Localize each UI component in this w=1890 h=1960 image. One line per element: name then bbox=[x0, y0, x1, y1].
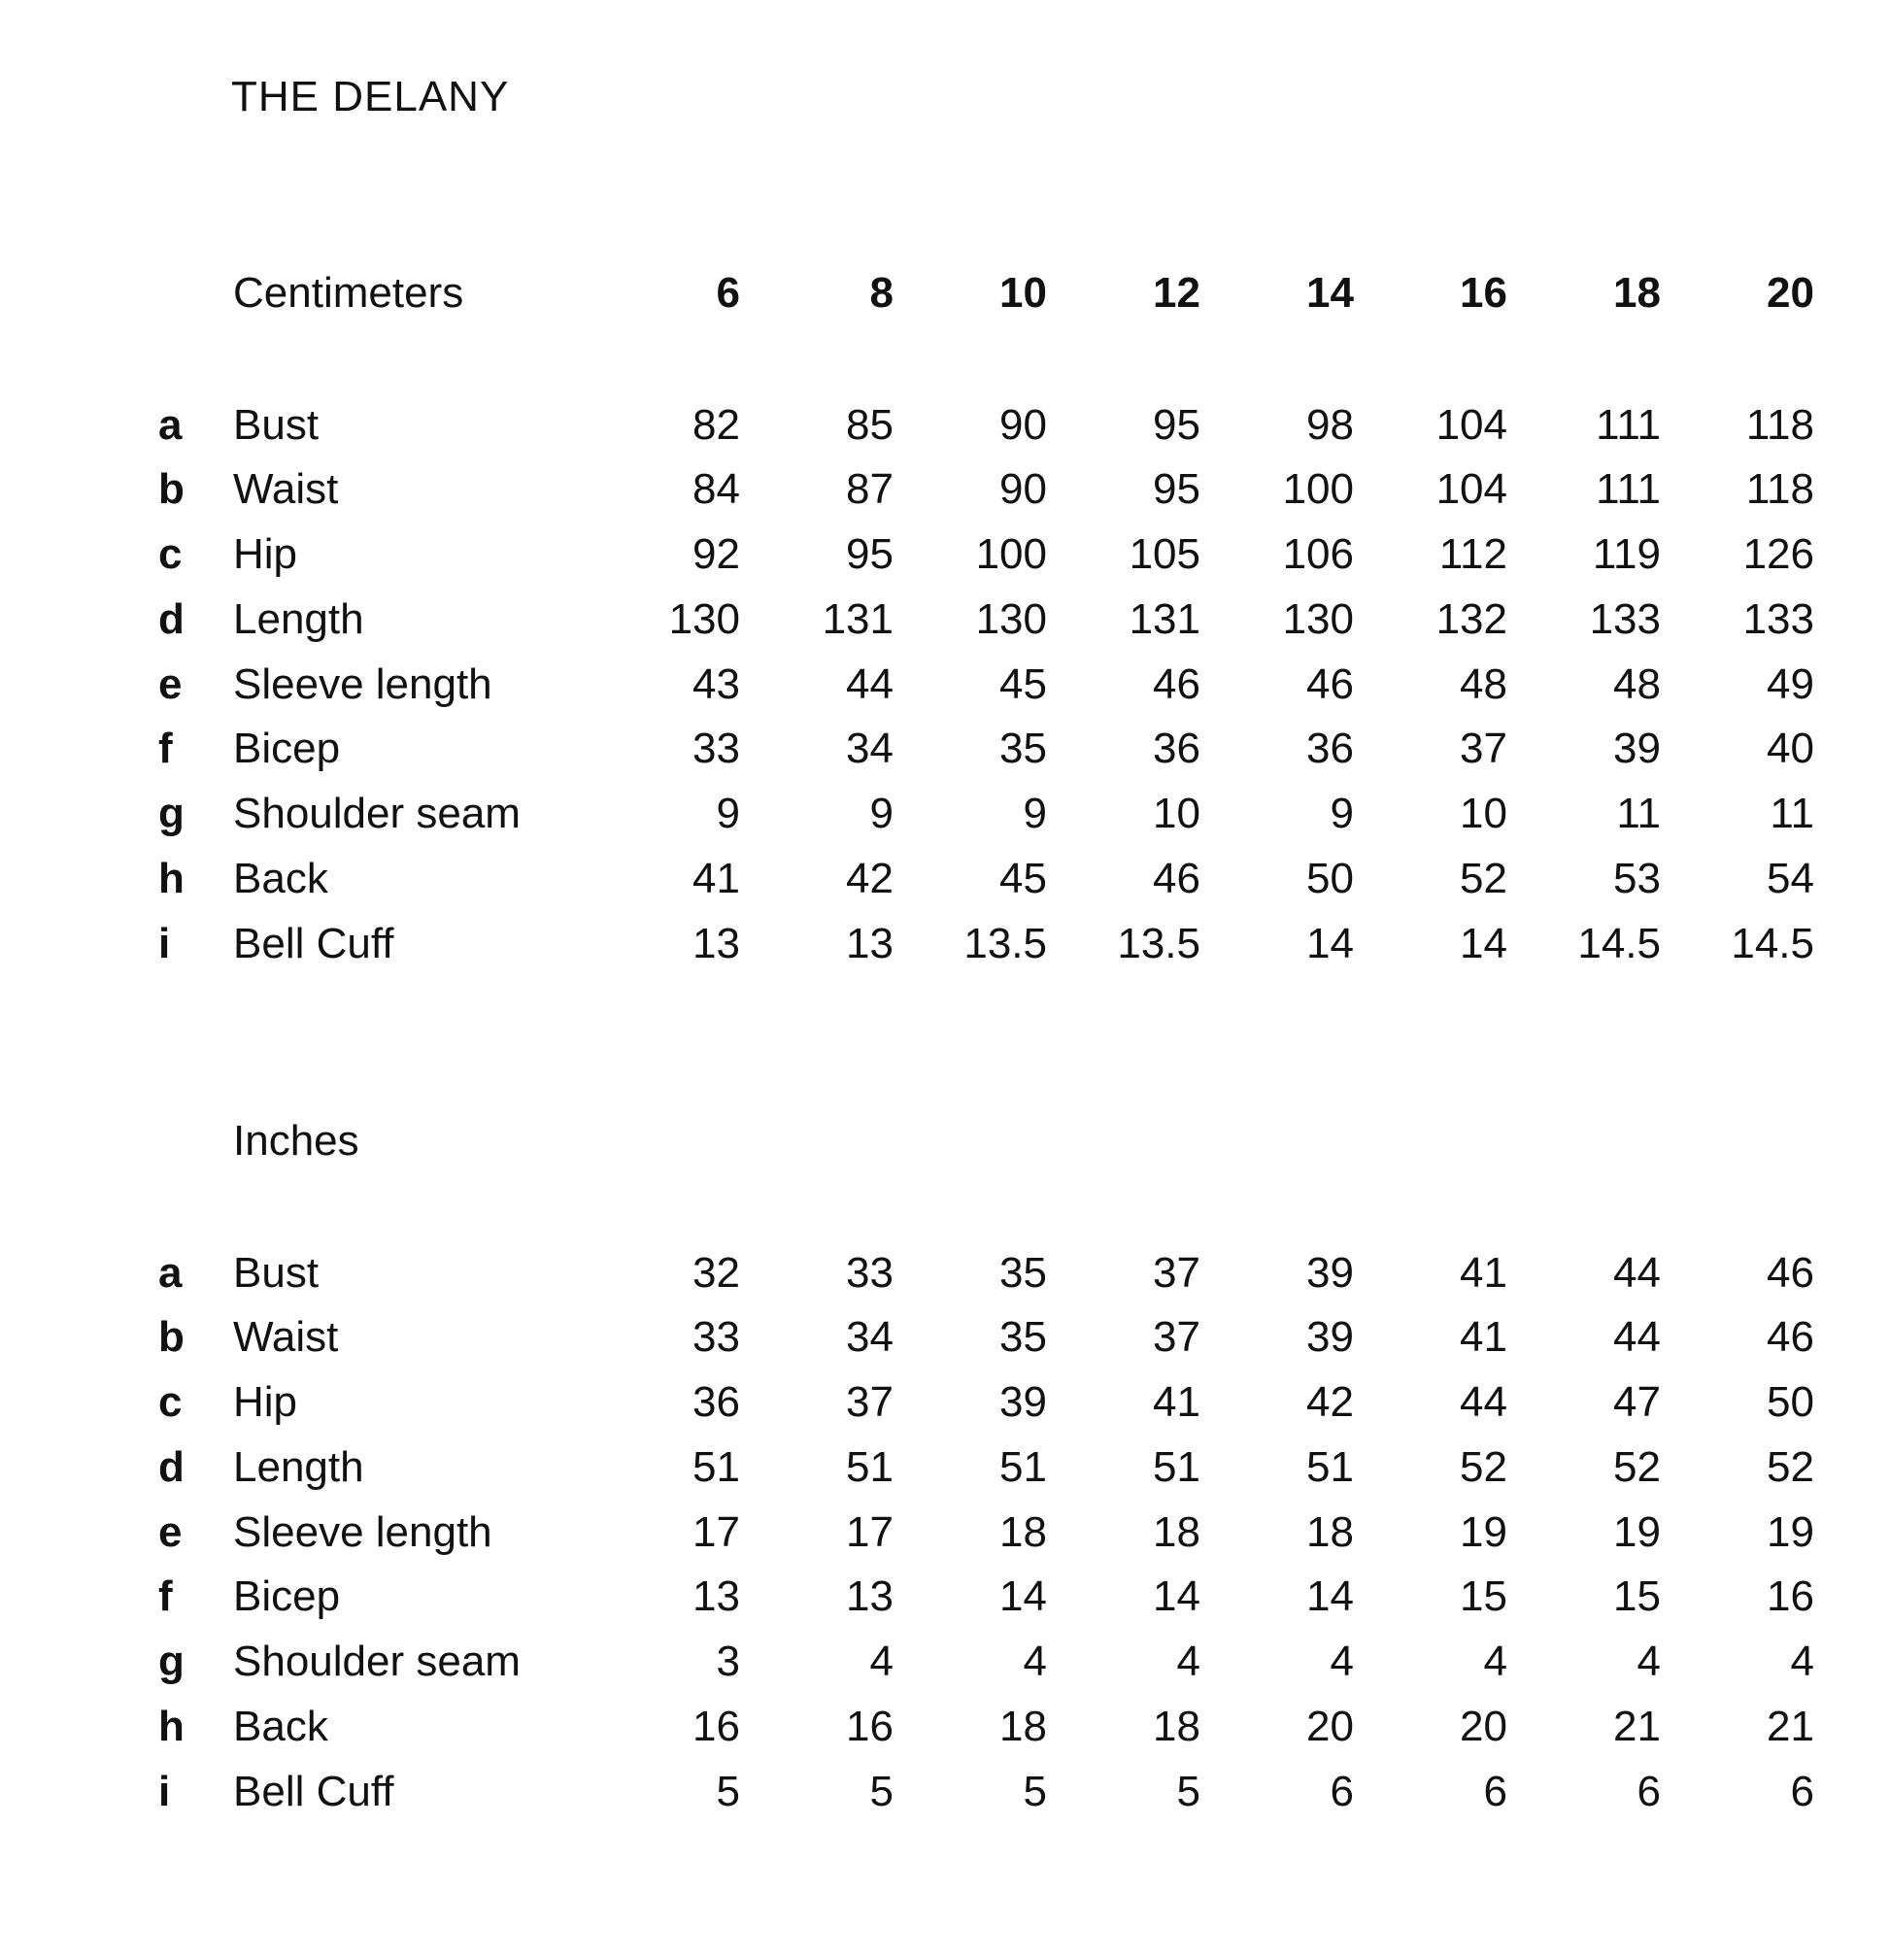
cell-value: 45 bbox=[999, 854, 1047, 902]
cell-value: 44 bbox=[1613, 1248, 1661, 1297]
cell-value: 5 bbox=[1023, 1767, 1047, 1815]
cell-value: 104 bbox=[1435, 400, 1507, 449]
table-row bbox=[155, 847, 1814, 912]
cell-value: 45 bbox=[999, 659, 1047, 708]
row-letter: d bbox=[158, 594, 185, 643]
cell-value: 4 bbox=[1790, 1638, 1814, 1686]
table-header-row bbox=[155, 261, 1814, 326]
cell-value: 46 bbox=[1767, 1248, 1814, 1297]
cell-value: 17 bbox=[692, 1507, 740, 1556]
cell-value: 37 bbox=[1460, 725, 1507, 773]
cell-value: 3 bbox=[716, 1638, 740, 1686]
cell-value: 50 bbox=[1767, 1378, 1814, 1427]
cell-value: 40 bbox=[1767, 725, 1814, 773]
cell-value: 11 bbox=[1616, 790, 1661, 838]
row-label: Back bbox=[233, 854, 328, 902]
cell-value: 18 bbox=[1153, 1507, 1200, 1556]
cell-value: 95 bbox=[1153, 400, 1200, 449]
cell-value: 10 bbox=[1153, 790, 1200, 838]
cell-value: 47 bbox=[1613, 1378, 1661, 1427]
cell-value: 18 bbox=[999, 1507, 1047, 1556]
cell-value: 130 bbox=[1282, 594, 1354, 643]
cell-value: 39 bbox=[1306, 1248, 1354, 1297]
cell-value: 6 bbox=[1637, 1767, 1661, 1815]
row-label: Bust bbox=[233, 1248, 320, 1297]
cell-value: 49 bbox=[1767, 659, 1814, 708]
cell-value: 21 bbox=[1613, 1702, 1661, 1750]
cell-value: 19 bbox=[1767, 1507, 1814, 1556]
cell-value: 111 bbox=[1596, 465, 1661, 514]
table-row bbox=[155, 457, 1814, 523]
cell-value: 20 bbox=[1306, 1702, 1354, 1750]
row-letter: c bbox=[158, 1378, 183, 1427]
cell-value: 52 bbox=[1460, 1442, 1507, 1491]
row-label: Shoulder seam bbox=[233, 790, 521, 838]
size-table bbox=[155, 1109, 1814, 1824]
row-label: Bell Cuff bbox=[233, 1767, 394, 1815]
cell-value: 44 bbox=[1460, 1378, 1507, 1427]
cell-value: 9 bbox=[869, 790, 894, 838]
cell-value: 51 bbox=[692, 1442, 740, 1491]
row-letter: a bbox=[158, 1248, 183, 1297]
cell-value: 85 bbox=[846, 400, 894, 449]
table-row bbox=[155, 588, 1814, 653]
cell-value: 90 bbox=[999, 400, 1047, 449]
size-column-header: 8 bbox=[869, 269, 894, 318]
cell-value: 33 bbox=[692, 1313, 740, 1362]
cell-value: 118 bbox=[1745, 465, 1814, 514]
row-label: Back bbox=[233, 1702, 328, 1750]
table-row bbox=[155, 1630, 1814, 1695]
cell-value: 44 bbox=[1613, 1313, 1661, 1362]
cell-value: 35 bbox=[999, 1248, 1047, 1297]
cell-value: 35 bbox=[999, 1313, 1047, 1362]
cell-value: 9 bbox=[1330, 790, 1354, 838]
size-column-header: 12 bbox=[1153, 269, 1200, 318]
cell-value: 130 bbox=[975, 594, 1047, 643]
cell-value: 51 bbox=[1153, 1442, 1200, 1491]
cell-value: 13 bbox=[846, 919, 894, 967]
table-row bbox=[155, 1240, 1814, 1305]
row-label: Bust bbox=[233, 400, 320, 449]
cell-value: 119 bbox=[1592, 530, 1661, 579]
row-letter: h bbox=[158, 854, 185, 902]
row-label: Waist bbox=[233, 465, 339, 514]
cell-value: 6 bbox=[1790, 1767, 1814, 1815]
row-label: Length bbox=[233, 1442, 364, 1491]
cell-value: 14 bbox=[1306, 1572, 1354, 1621]
cell-value: 41 bbox=[1460, 1248, 1507, 1297]
row-letter: b bbox=[158, 1313, 185, 1362]
table-body bbox=[155, 1240, 1814, 1824]
cell-value: 44 bbox=[846, 659, 894, 708]
table-row bbox=[155, 1695, 1814, 1760]
cell-value: 16 bbox=[692, 1702, 740, 1750]
cell-value: 4 bbox=[1023, 1638, 1047, 1686]
cell-value: 14.5 bbox=[1731, 919, 1814, 967]
table-header-row bbox=[155, 1109, 1814, 1174]
cell-value: 92 bbox=[692, 530, 740, 579]
size-column-header: 18 bbox=[1613, 269, 1661, 318]
unit-label: Centimeters bbox=[233, 269, 464, 318]
row-label: Hip bbox=[233, 1378, 298, 1427]
row-letter: f bbox=[158, 725, 173, 773]
row-label: Shoulder seam bbox=[233, 1638, 521, 1686]
cell-value: 52 bbox=[1767, 1442, 1814, 1491]
cell-value: 14.5 bbox=[1577, 919, 1661, 967]
cell-value: 10 bbox=[1460, 790, 1507, 838]
cell-value: 106 bbox=[1282, 530, 1354, 579]
cell-value: 4 bbox=[1483, 1638, 1507, 1686]
cell-value: 6 bbox=[1483, 1767, 1507, 1815]
row-letter: e bbox=[158, 1507, 183, 1556]
row-letter: f bbox=[158, 1572, 173, 1621]
table-row bbox=[155, 523, 1814, 588]
cell-value: 87 bbox=[846, 465, 894, 514]
table-body bbox=[155, 392, 1814, 976]
cell-value: 16 bbox=[1767, 1572, 1814, 1621]
cell-value: 16 bbox=[846, 1702, 894, 1750]
cell-value: 39 bbox=[1613, 725, 1661, 773]
cell-value: 4 bbox=[1330, 1638, 1354, 1686]
row-label: Length bbox=[233, 594, 364, 643]
cell-value: 36 bbox=[692, 1378, 740, 1427]
cell-value: 46 bbox=[1153, 659, 1200, 708]
cell-value: 132 bbox=[1435, 594, 1507, 643]
cell-value: 34 bbox=[846, 1313, 894, 1362]
size-column-header: 20 bbox=[1767, 269, 1814, 318]
cell-value: 43 bbox=[692, 659, 740, 708]
cell-value: 19 bbox=[1460, 1507, 1507, 1556]
cell-value: 15 bbox=[1460, 1572, 1507, 1621]
cell-value: 5 bbox=[869, 1767, 894, 1815]
cell-value: 14 bbox=[999, 1572, 1047, 1621]
cell-value: 4 bbox=[1637, 1638, 1661, 1686]
cell-value: 13.5 bbox=[963, 919, 1047, 967]
cell-value: 100 bbox=[975, 530, 1047, 579]
cell-value: 33 bbox=[846, 1248, 894, 1297]
cell-value: 32 bbox=[692, 1248, 740, 1297]
row-label: Sleeve length bbox=[233, 659, 492, 708]
cell-value: 9 bbox=[1023, 790, 1047, 838]
row-label: Bicep bbox=[233, 725, 341, 773]
table-row bbox=[155, 1370, 1814, 1436]
cell-value: 100 bbox=[1282, 465, 1354, 514]
cell-value: 46 bbox=[1767, 1313, 1814, 1362]
row-letter: a bbox=[158, 400, 183, 449]
table-row bbox=[155, 652, 1814, 717]
cell-value: 5 bbox=[716, 1767, 740, 1815]
row-letter: g bbox=[158, 1638, 185, 1686]
size-column-header: 14 bbox=[1306, 269, 1354, 318]
cell-value: 39 bbox=[1306, 1313, 1354, 1362]
cell-value: 98 bbox=[1306, 400, 1354, 449]
cell-value: 42 bbox=[846, 854, 894, 902]
cell-value: 51 bbox=[846, 1442, 894, 1491]
row-label: Hip bbox=[233, 530, 298, 579]
row-label: Sleeve length bbox=[233, 1507, 492, 1556]
page-title: THE DELANY bbox=[231, 73, 510, 120]
cell-value: 33 bbox=[692, 725, 740, 773]
cell-value: 21 bbox=[1767, 1702, 1814, 1750]
cell-value: 13.5 bbox=[1117, 919, 1200, 967]
table-row bbox=[155, 1565, 1814, 1630]
cell-value: 34 bbox=[846, 725, 894, 773]
row-label: Bicep bbox=[233, 1572, 341, 1621]
row-letter: i bbox=[158, 1767, 171, 1815]
table-row bbox=[155, 782, 1814, 847]
row-letter: h bbox=[158, 1702, 185, 1750]
cell-value: 118 bbox=[1745, 400, 1814, 449]
size-column-header: 16 bbox=[1460, 269, 1507, 318]
cell-value: 4 bbox=[1176, 1638, 1200, 1686]
cell-value: 37 bbox=[1153, 1248, 1200, 1297]
table-row bbox=[155, 1759, 1814, 1824]
row-letter: d bbox=[158, 1442, 185, 1491]
cell-value: 18 bbox=[1153, 1702, 1200, 1750]
cell-value: 133 bbox=[1742, 594, 1814, 643]
cell-value: 13 bbox=[692, 919, 740, 967]
cell-value: 9 bbox=[716, 790, 740, 838]
row-letter: b bbox=[158, 465, 185, 514]
cell-value: 14 bbox=[1306, 919, 1354, 967]
cell-value: 48 bbox=[1613, 659, 1661, 708]
cell-value: 126 bbox=[1742, 530, 1814, 579]
cell-value: 95 bbox=[1153, 465, 1200, 514]
cell-value: 4 bbox=[869, 1638, 894, 1686]
cell-value: 18 bbox=[1306, 1507, 1354, 1556]
cell-value: 36 bbox=[1153, 725, 1200, 773]
cell-value: 39 bbox=[999, 1378, 1047, 1427]
cell-value: 54 bbox=[1767, 854, 1814, 902]
size-table bbox=[155, 261, 1814, 976]
cell-value: 131 bbox=[1129, 594, 1200, 643]
cell-value: 6 bbox=[1330, 1767, 1354, 1815]
cell-value: 17 bbox=[846, 1507, 894, 1556]
cell-value: 11 bbox=[1770, 790, 1814, 838]
cell-value: 51 bbox=[999, 1442, 1047, 1491]
cell-value: 52 bbox=[1460, 854, 1507, 902]
cell-value: 46 bbox=[1306, 659, 1354, 708]
cell-value: 51 bbox=[1306, 1442, 1354, 1491]
cell-value: 50 bbox=[1306, 854, 1354, 902]
table-row bbox=[155, 1500, 1814, 1565]
cell-value: 104 bbox=[1435, 465, 1507, 514]
row-letter: c bbox=[158, 530, 183, 579]
table-row bbox=[155, 1305, 1814, 1370]
table-row bbox=[155, 1436, 1814, 1501]
cell-value: 82 bbox=[692, 400, 740, 449]
cell-value: 14 bbox=[1460, 919, 1507, 967]
cell-value: 41 bbox=[1153, 1378, 1200, 1427]
cell-value: 84 bbox=[692, 465, 740, 514]
unit-label: Inches bbox=[233, 1117, 359, 1166]
size-column-header: 6 bbox=[716, 269, 740, 318]
cell-value: 13 bbox=[846, 1572, 894, 1621]
cell-value: 130 bbox=[668, 594, 740, 643]
cell-value: 19 bbox=[1613, 1507, 1661, 1556]
cell-value: 20 bbox=[1460, 1702, 1507, 1750]
cell-value: 42 bbox=[1306, 1378, 1354, 1427]
cell-value: 52 bbox=[1613, 1442, 1661, 1491]
cell-value: 41 bbox=[1460, 1313, 1507, 1362]
cell-value: 37 bbox=[1153, 1313, 1200, 1362]
table-row bbox=[155, 392, 1814, 457]
row-letter: e bbox=[158, 659, 183, 708]
row-letter: g bbox=[158, 790, 185, 838]
cell-value: 133 bbox=[1589, 594, 1661, 643]
cell-value: 105 bbox=[1129, 530, 1200, 579]
table-row bbox=[155, 717, 1814, 782]
size-column-header: 10 bbox=[999, 269, 1047, 318]
cell-value: 95 bbox=[846, 530, 894, 579]
cell-value: 48 bbox=[1460, 659, 1507, 708]
cell-value: 15 bbox=[1613, 1572, 1661, 1621]
cell-value: 35 bbox=[999, 725, 1047, 773]
cell-value: 46 bbox=[1153, 854, 1200, 902]
row-label: Waist bbox=[233, 1313, 339, 1362]
row-letter: i bbox=[158, 919, 171, 967]
cell-value: 18 bbox=[999, 1702, 1047, 1750]
cell-value: 41 bbox=[692, 854, 740, 902]
cell-value: 5 bbox=[1176, 1767, 1200, 1815]
cell-value: 37 bbox=[846, 1378, 894, 1427]
cell-value: 36 bbox=[1306, 725, 1354, 773]
cell-value: 13 bbox=[692, 1572, 740, 1621]
cell-value: 53 bbox=[1613, 854, 1661, 902]
cell-value: 131 bbox=[822, 594, 894, 643]
table-row bbox=[155, 911, 1814, 976]
cell-value: 111 bbox=[1596, 400, 1661, 449]
cell-value: 112 bbox=[1438, 530, 1507, 579]
cell-value: 90 bbox=[999, 465, 1047, 514]
row-label: Bell Cuff bbox=[233, 919, 394, 967]
cell-value: 14 bbox=[1153, 1572, 1200, 1621]
